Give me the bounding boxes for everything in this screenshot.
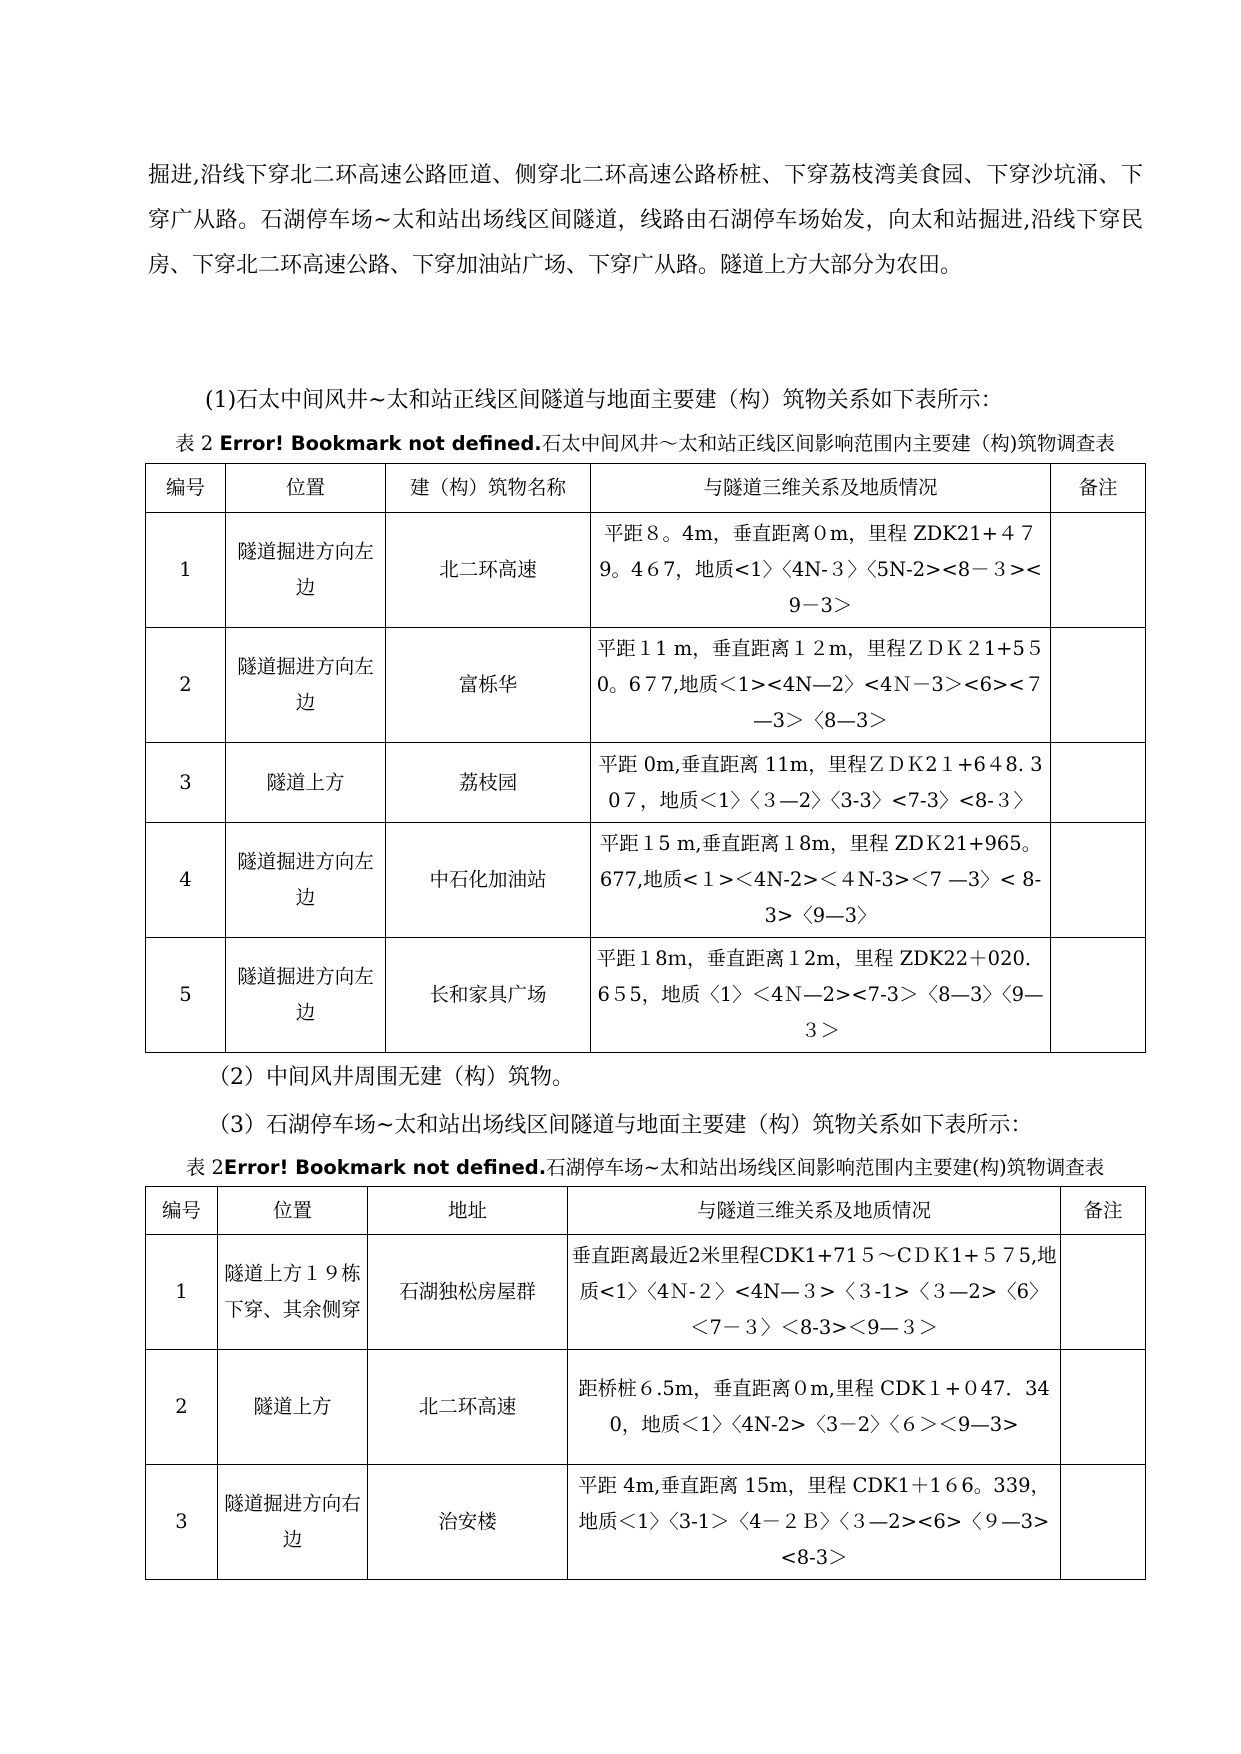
table-row — [146, 938, 1146, 1053]
table-row — [146, 1465, 1146, 1580]
table-row — [146, 1350, 1146, 1465]
table-cell-note — [1061, 1465, 1146, 1580]
table-cell-name: 长和家具广场 — [386, 938, 591, 1053]
table2-caption-prefix: 表 2 — [185, 1156, 224, 1179]
table-row — [146, 1235, 1146, 1350]
table1-caption-prefix: 表 2 — [175, 432, 220, 455]
table-cell-no: 4 — [146, 823, 226, 938]
table-cell-relation: 平距１8ｍ，垂直距离１2m，里程 ZDK22＋020．6５5，地质〈1〉＜4Ｎ—2><7-3＞〈8—3〉〈9—３＞ — [591, 938, 1051, 1053]
table-cell-note — [1051, 743, 1146, 823]
table-cell-position: 隧道上方１９栋下穿、其余侧穿 — [218, 1235, 368, 1350]
table-cell-relation: 平距１5 m,垂直距离１8m，里程 ZDＫ21+965。677,地质<１>＜4N-2>＜４N-3>＜7 —3〉< 8-3>〈9—3〉 — [591, 823, 1051, 938]
table-cell-no: 1 — [146, 513, 226, 628]
table-cell-no: 3 — [146, 743, 226, 823]
table-cell-position: 隧道掘进方向右边 — [218, 1465, 368, 1580]
table2-caption-error: Error! Bookmark not defined. — [223, 1156, 547, 1179]
table-cell-position: 隧道掘进方向左边 — [226, 823, 386, 938]
section3-heading: （3）石湖停车场~太和站出场线区间隧道与地面主要建（构）筑物关系如下表所示： — [208, 1113, 1033, 1138]
table-cell-address: 石湖独松房屋群 — [368, 1235, 568, 1350]
table-cell-relation: 平距 4m,垂直距离 15m，里程 CDK1＋1６6。339，地质＜1〉〈3-1＞〈4－２Ｂ〉〈３—2><6>〈９—3><8-3＞ — [568, 1465, 1061, 1580]
table-cell-relation: 平距１1 m，垂直距离１２m，里程ＺＤＫ２1+5５0。6７7,地质＜1><4N—2〉<4Ｎ－3＞<6><７—3＞〈8—3＞ — [591, 628, 1051, 743]
table-cell-name: 中石化加油站 — [386, 823, 591, 938]
section1-heading: (1)石太中间风井~太和站正线区间隧道与地面主要建（构）筑物关系如下表所示： — [205, 388, 1003, 413]
table-cell-no: 1 — [146, 1235, 218, 1350]
table-cell-note — [1061, 1350, 1146, 1465]
table-cell-position: 隧道上方 — [218, 1350, 368, 1465]
table1-caption-text: 石太中间风井～太和站正线区间影响范围内主要建（构)筑物调查表 — [541, 432, 1115, 455]
table-row — [146, 628, 1146, 743]
table2-header-row — [146, 1187, 1146, 1235]
table1-header-position: 位置 — [226, 464, 386, 513]
table2-header-position: 位置 — [218, 1187, 368, 1235]
intro-paragraph: 掘进,沿线下穿北二环高速公路匝道、侧穿北二环高速公路桥桩、下穿荔枝湾美食园、下穿沙坑涌、下穿广从路。石湖停车场~太和站出场线区间隧道，线路由石湖停车场始发，向太和站掘进,沿线下穿民房、下穿北二环高速公路、下穿加油站广场、下穿广从路。隧道上方大部分为农田。 — [148, 163, 1143, 278]
table2 — [145, 1186, 1146, 1580]
table-cell-no: 3 — [146, 1465, 218, 1580]
table-row — [146, 513, 1146, 628]
table-cell-no: 5 — [146, 938, 226, 1053]
table1-header-name: 建（构）筑物名称 — [386, 464, 591, 513]
table-row — [146, 823, 1146, 938]
table-cell-no: 2 — [146, 628, 226, 743]
table-cell-name: 北二环高速 — [386, 513, 591, 628]
table-cell-note — [1051, 513, 1146, 628]
table-cell-relation: 垂直距离最近2米里程CDK1+71５～CＤＫ1+５７5,地质<1〉〈4Ｎ-２〉<4N—３>〈３-1>〈３—2>〈6〉＜7－３〉＜8-3>＜9—３＞ — [568, 1235, 1061, 1350]
table2-header-note: 备注 — [1061, 1187, 1146, 1235]
table-cell-no: 2 — [146, 1350, 218, 1465]
table2-header-address: 地址 — [368, 1187, 568, 1235]
table1-header-relation: 与隧道三维关系及地质情况 — [591, 464, 1051, 513]
table-cell-position: 隧道上方 — [226, 743, 386, 823]
table-cell-note — [1051, 628, 1146, 743]
table-row — [146, 743, 1146, 823]
table-cell-note — [1061, 1235, 1146, 1350]
table2-header-no: 编号 — [146, 1187, 218, 1235]
table-cell-position: 隧道掘进方向左边 — [226, 938, 386, 1053]
table1-header-no: 编号 — [146, 464, 226, 513]
table1-header-row — [146, 464, 1146, 513]
table2-header-relation: 与隧道三维关系及地质情况 — [568, 1187, 1061, 1235]
table1-caption — [145, 431, 1145, 457]
section2-text: （2）中间风井周围无建（构）筑物。 — [208, 1065, 574, 1090]
table2-caption — [145, 1155, 1145, 1181]
table2-caption-text: 石湖停车场~太和站出场线区间影响范围内主要建(构)筑物调查表 — [546, 1156, 1105, 1179]
table-cell-relation: 平距８。4m，垂直距离０m，里程 ZDK21+４７9。4６7，地质<1〉〈4N-３〉〈5N-2><8－３><9－3＞ — [591, 513, 1051, 628]
table1-caption-error: Error! Bookmark not defined. — [219, 432, 542, 455]
table-cell-note — [1051, 823, 1146, 938]
table-cell-name: 富栎华 — [386, 628, 591, 743]
table-cell-position: 隧道掘进方向左边 — [226, 513, 386, 628]
table-cell-relation: 平距 0m,垂直距离 11m，里程ＺＤＫ2１+6４8. 30７，地质＜1〉〈３—2〉〈3-3〉<7-3〉<8-３〉 — [591, 743, 1051, 823]
table-cell-address: 治安楼 — [368, 1465, 568, 1580]
table1 — [145, 463, 1146, 1053]
table-cell-note — [1051, 938, 1146, 1053]
table-cell-relation: 距桥桩６.5m，垂直距离０m,里程 CDK１+０47．340，地质＜1〉〈4N-2>〈3－2〉〈６＞＜9—3> — [568, 1350, 1061, 1465]
table1-header-note: 备注 — [1051, 464, 1146, 513]
table-cell-name: 荔枝园 — [386, 743, 591, 823]
table-cell-address: 北二环高速 — [368, 1350, 568, 1465]
table-cell-position: 隧道掘进方向左边 — [226, 628, 386, 743]
